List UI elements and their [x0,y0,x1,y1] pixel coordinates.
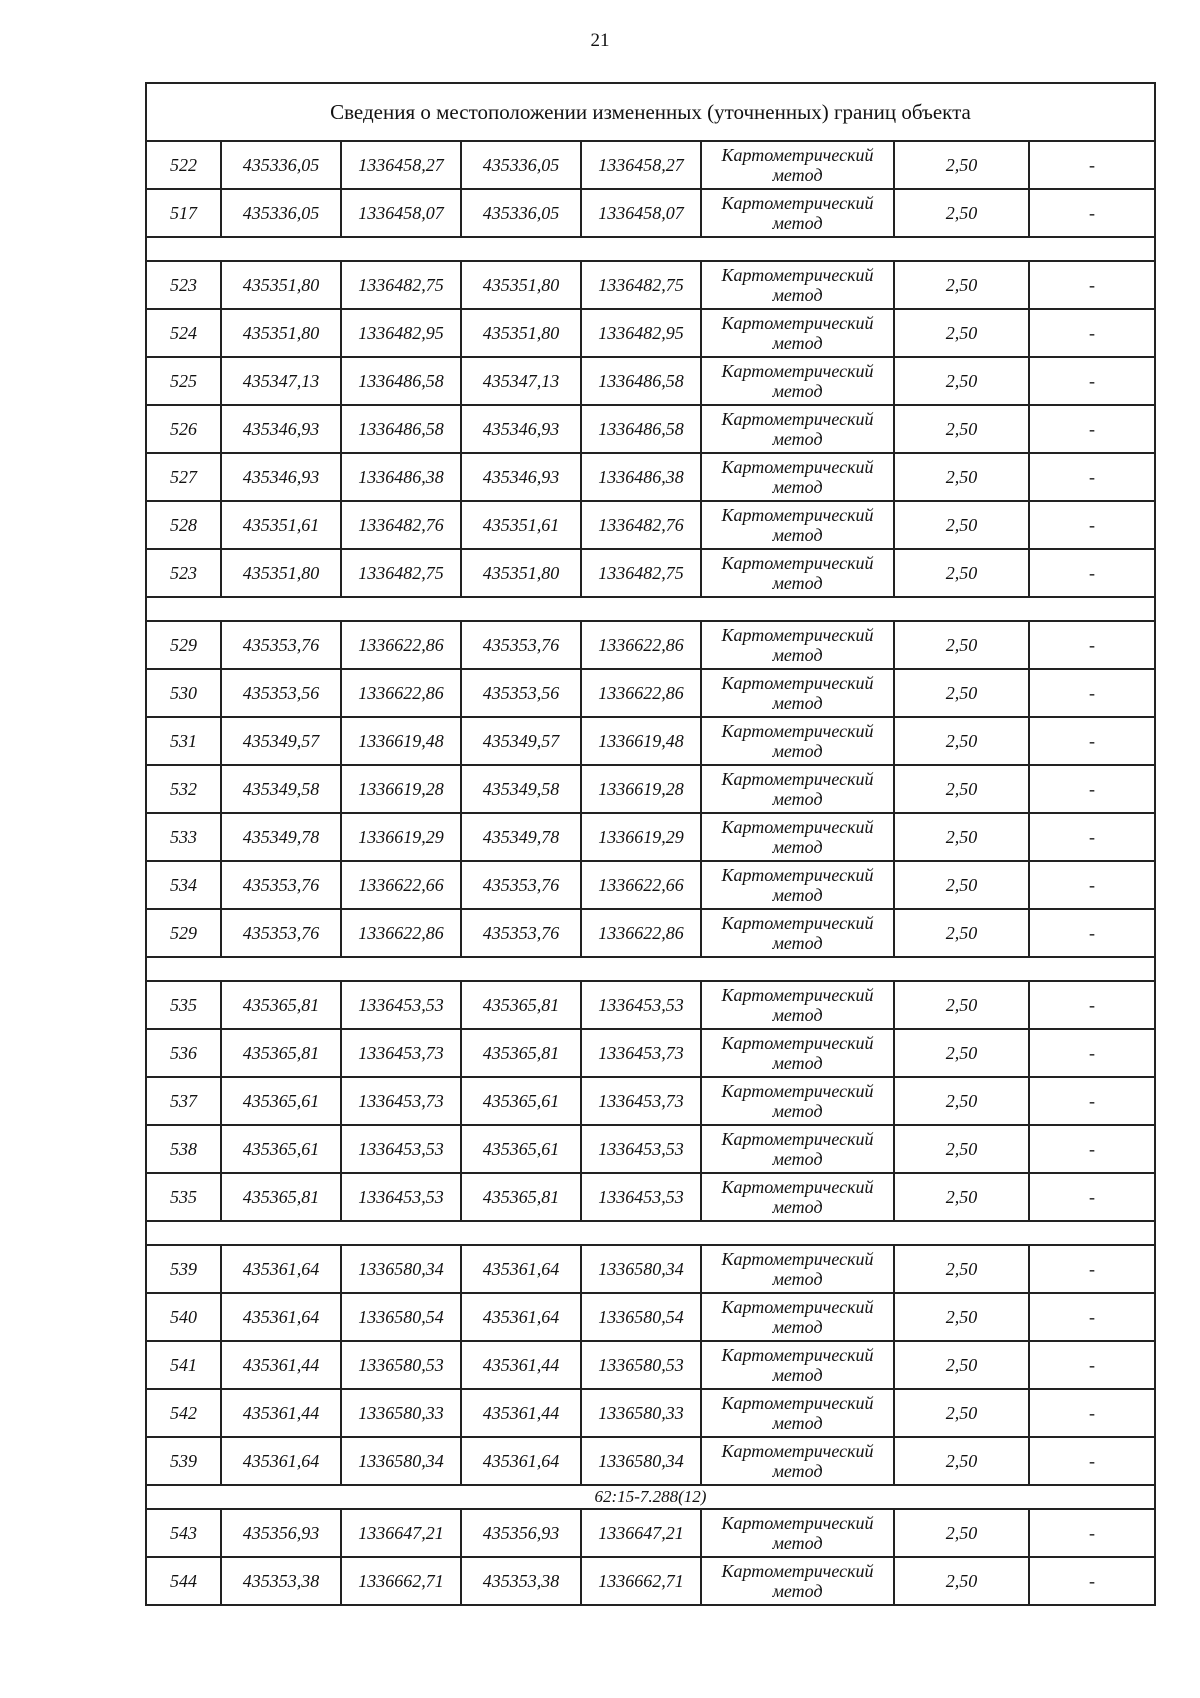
cell-x-refined: 435361,64 [461,1245,581,1293]
cell-point-number: 544 [146,1557,221,1605]
cell-y-existing: 1336453,53 [341,1173,461,1221]
cell-accuracy: 2,50 [894,1437,1029,1485]
cell-accuracy: 2,50 [894,261,1029,309]
cell-x-refined: 435361,64 [461,1437,581,1485]
cell-method: Картометрический метод [701,1245,894,1293]
cell-note: - [1029,717,1155,765]
cell-point-number: 541 [146,1341,221,1389]
cell-accuracy: 2,50 [894,189,1029,237]
cell-method: Картометрический метод [701,1293,894,1341]
cell-x-existing: 435353,76 [221,909,341,957]
table-row [146,141,1155,189]
table-row [146,357,1155,405]
cell-point-number: 535 [146,1173,221,1221]
cell-x-refined: 435351,80 [461,549,581,597]
cell-x-refined: 435365,61 [461,1125,581,1173]
cell-x-refined: 435353,38 [461,1557,581,1605]
cell-point-number: 539 [146,1245,221,1293]
cell-accuracy: 2,50 [894,453,1029,501]
cell-y-refined: 1336482,75 [581,261,701,309]
cell-x-existing: 435349,57 [221,717,341,765]
cell-x-existing: 435351,80 [221,261,341,309]
cell-accuracy: 2,50 [894,1173,1029,1221]
cell-y-refined: 1336619,28 [581,765,701,813]
table-row [146,549,1155,597]
cell-accuracy: 2,50 [894,717,1029,765]
table-row [146,453,1155,501]
cell-x-refined: 435336,05 [461,189,581,237]
table-row [146,1389,1155,1437]
cell-y-refined: 1336458,27 [581,141,701,189]
cell-x-existing: 435349,58 [221,765,341,813]
cell-point-number: 539 [146,1437,221,1485]
table-row [146,669,1155,717]
cell-y-refined: 1336647,21 [581,1509,701,1557]
cell-y-existing: 1336647,21 [341,1509,461,1557]
cell-y-existing: 1336453,73 [341,1029,461,1077]
cell-accuracy: 2,50 [894,549,1029,597]
cell-note: - [1029,1437,1155,1485]
table-row [146,717,1155,765]
table-row [146,1341,1155,1389]
cell-method: Картометрический метод [701,549,894,597]
cell-x-existing: 435353,76 [221,621,341,669]
cell-note: - [1029,1341,1155,1389]
cell-x-refined: 435349,58 [461,765,581,813]
cell-point-number: 527 [146,453,221,501]
cell-y-refined: 1336580,34 [581,1437,701,1485]
cell-y-refined: 1336619,29 [581,813,701,861]
cell-accuracy: 2,50 [894,1245,1029,1293]
cell-x-refined: 435346,93 [461,405,581,453]
cell-y-refined: 1336622,86 [581,669,701,717]
cell-note: - [1029,1029,1155,1077]
cell-y-existing: 1336482,75 [341,261,461,309]
cell-y-existing: 1336662,71 [341,1557,461,1605]
cell-accuracy: 2,50 [894,1125,1029,1173]
cell-x-existing: 435365,81 [221,1029,341,1077]
cell-accuracy: 2,50 [894,813,1029,861]
cell-point-number: 523 [146,549,221,597]
table-row [146,1557,1155,1605]
cell-y-existing: 1336580,34 [341,1437,461,1485]
cell-y-refined: 1336580,54 [581,1293,701,1341]
cell-note: - [1029,669,1155,717]
cell-note: - [1029,1125,1155,1173]
cell-x-existing: 435361,44 [221,1389,341,1437]
cell-method: Картометрический метод [701,1125,894,1173]
cell-method: Картометрический метод [701,981,894,1029]
cell-y-refined: 1336482,95 [581,309,701,357]
table-row [146,309,1155,357]
cell-note: - [1029,1557,1155,1605]
cell-note: - [1029,1077,1155,1125]
cell-y-refined: 1336580,34 [581,1245,701,1293]
cell-y-refined: 1336580,33 [581,1389,701,1437]
cell-note: - [1029,189,1155,237]
cell-note: - [1029,141,1155,189]
table-row [146,501,1155,549]
cell-x-existing: 435351,61 [221,501,341,549]
cell-y-refined: 1336622,86 [581,621,701,669]
cell-note: - [1029,621,1155,669]
cell-accuracy: 2,50 [894,981,1029,1029]
cell-accuracy: 2,50 [894,1077,1029,1125]
cell-method: Картометрический метод [701,909,894,957]
cell-accuracy: 2,50 [894,861,1029,909]
section-separator [146,597,1155,621]
cell-y-refined: 1336453,53 [581,1173,701,1221]
cell-x-refined: 435365,61 [461,1077,581,1125]
cell-x-refined: 435365,81 [461,981,581,1029]
cell-method: Картометрический метод [701,1557,894,1605]
cell-x-existing: 435336,05 [221,141,341,189]
cell-method: Картометрический метод [701,669,894,717]
cell-x-refined: 435349,78 [461,813,581,861]
cell-y-refined: 1336486,58 [581,357,701,405]
cell-y-refined: 1336486,58 [581,405,701,453]
cell-x-refined: 435351,80 [461,261,581,309]
cell-x-existing: 435349,78 [221,813,341,861]
section-separator-row [146,237,1155,261]
cell-method: Картометрический метод [701,813,894,861]
cell-x-refined: 435356,93 [461,1509,581,1557]
section-subheader-row [146,1485,1155,1509]
cell-x-refined: 435365,81 [461,1029,581,1077]
table-row [146,981,1155,1029]
cell-y-refined: 1336458,07 [581,189,701,237]
cell-point-number: 524 [146,309,221,357]
cell-note: - [1029,813,1155,861]
cell-y-existing: 1336619,48 [341,717,461,765]
cell-point-number: 542 [146,1389,221,1437]
cell-y-existing: 1336482,75 [341,549,461,597]
cell-x-refined: 435365,81 [461,1173,581,1221]
cell-y-existing: 1336486,38 [341,453,461,501]
cell-x-refined: 435353,76 [461,621,581,669]
cell-y-existing: 1336453,53 [341,1125,461,1173]
cell-x-existing: 435347,13 [221,357,341,405]
cell-x-existing: 435365,61 [221,1077,341,1125]
table-row [146,861,1155,909]
cell-method: Картометрический метод [701,1077,894,1125]
cell-point-number: 528 [146,501,221,549]
boundary-coordinates-table [145,82,1156,1606]
cell-note: - [1029,309,1155,357]
cell-y-existing: 1336486,58 [341,405,461,453]
cell-point-number: 525 [146,357,221,405]
cell-accuracy: 2,50 [894,765,1029,813]
cell-accuracy: 2,50 [894,1509,1029,1557]
cell-x-existing: 435346,93 [221,453,341,501]
cell-y-existing: 1336619,29 [341,813,461,861]
cell-note: - [1029,1509,1155,1557]
page-number: 21 [590,30,610,51]
cell-y-refined: 1336453,53 [581,981,701,1029]
table-row [146,1293,1155,1341]
cell-note: - [1029,1293,1155,1341]
cell-x-existing: 435356,93 [221,1509,341,1557]
cell-point-number: 534 [146,861,221,909]
table-row [146,405,1155,453]
cell-y-refined: 1336453,53 [581,1125,701,1173]
cell-y-refined: 1336662,71 [581,1557,701,1605]
cell-accuracy: 2,50 [894,621,1029,669]
cell-accuracy: 2,50 [894,357,1029,405]
cell-point-number: 532 [146,765,221,813]
cell-method: Картометрический метод [701,1437,894,1485]
cell-note: - [1029,981,1155,1029]
cell-x-existing: 435336,05 [221,189,341,237]
cell-point-number: 535 [146,981,221,1029]
cell-x-refined: 435361,44 [461,1389,581,1437]
table-row [146,1245,1155,1293]
cell-x-existing: 435353,56 [221,669,341,717]
cell-point-number: 529 [146,909,221,957]
cell-method: Картометрический метод [701,717,894,765]
cell-accuracy: 2,50 [894,1341,1029,1389]
cell-point-number: 533 [146,813,221,861]
cell-note: - [1029,501,1155,549]
cell-point-number: 529 [146,621,221,669]
cell-x-refined: 435353,76 [461,909,581,957]
cell-method: Картометрический метод [701,1029,894,1077]
cell-y-existing: 1336622,86 [341,621,461,669]
table-row [146,1029,1155,1077]
cell-y-existing: 1336622,86 [341,909,461,957]
cell-point-number: 530 [146,669,221,717]
cell-x-refined: 435353,56 [461,669,581,717]
cell-method: Картометрический метод [701,1509,894,1557]
table-row [146,1125,1155,1173]
cell-x-existing: 435365,61 [221,1125,341,1173]
cell-y-existing: 1336580,53 [341,1341,461,1389]
cell-method: Картометрический метод [701,765,894,813]
cell-accuracy: 2,50 [894,669,1029,717]
cell-method: Картометрический метод [701,261,894,309]
table-caption: Сведения о местоположении измененных (уточненных) границ объекта [146,83,1155,141]
cell-method: Картометрический метод [701,1341,894,1389]
cell-method: Картометрический метод [701,357,894,405]
cell-y-existing: 1336580,34 [341,1245,461,1293]
cell-accuracy: 2,50 [894,309,1029,357]
cell-x-existing: 435361,44 [221,1341,341,1389]
section-separator-row [146,957,1155,981]
cell-y-refined: 1336482,75 [581,549,701,597]
cell-point-number: 536 [146,1029,221,1077]
section-separator [146,237,1155,261]
cell-x-refined: 435361,64 [461,1293,581,1341]
table-row [146,1077,1155,1125]
cell-point-number: 543 [146,1509,221,1557]
cell-x-existing: 435346,93 [221,405,341,453]
cell-accuracy: 2,50 [894,501,1029,549]
cell-y-existing: 1336622,86 [341,669,461,717]
cell-note: - [1029,1245,1155,1293]
cell-note: - [1029,765,1155,813]
table-caption-row [146,83,1155,141]
cell-method: Картометрический метод [701,309,894,357]
cell-point-number: 540 [146,1293,221,1341]
cell-point-number: 522 [146,141,221,189]
cell-x-refined: 435336,05 [461,141,581,189]
cell-x-existing: 435353,76 [221,861,341,909]
cell-note: - [1029,357,1155,405]
cell-x-existing: 435361,64 [221,1437,341,1485]
cell-x-existing: 435353,38 [221,1557,341,1605]
table-row [146,765,1155,813]
cell-x-refined: 435353,76 [461,861,581,909]
section-separator-row [146,1221,1155,1245]
cell-x-existing: 435365,81 [221,981,341,1029]
cell-x-existing: 435365,81 [221,1173,341,1221]
cell-point-number: 517 [146,189,221,237]
cell-method: Картометрический метод [701,621,894,669]
cell-point-number: 526 [146,405,221,453]
cell-note: - [1029,405,1155,453]
section-separator [146,957,1155,981]
cell-y-existing: 1336482,95 [341,309,461,357]
cell-y-existing: 1336453,73 [341,1077,461,1125]
cell-x-existing: 435351,80 [221,309,341,357]
cell-point-number: 523 [146,261,221,309]
cell-accuracy: 2,50 [894,909,1029,957]
cell-accuracy: 2,50 [894,1293,1029,1341]
cell-point-number: 537 [146,1077,221,1125]
cell-note: - [1029,453,1155,501]
cell-method: Картометрический метод [701,189,894,237]
cell-point-number: 538 [146,1125,221,1173]
cell-method: Картометрический метод [701,405,894,453]
cell-y-existing: 1336482,76 [341,501,461,549]
cell-y-refined: 1336619,48 [581,717,701,765]
cell-x-existing: 435361,64 [221,1293,341,1341]
cell-x-refined: 435346,93 [461,453,581,501]
cell-x-refined: 435361,44 [461,1341,581,1389]
cell-y-refined: 1336453,73 [581,1029,701,1077]
cell-note: - [1029,549,1155,597]
table-row [146,261,1155,309]
cell-note: - [1029,909,1155,957]
cell-note: - [1029,1173,1155,1221]
cell-x-refined: 435351,80 [461,309,581,357]
cell-y-refined: 1336486,38 [581,453,701,501]
cell-y-existing: 1336622,66 [341,861,461,909]
cell-method: Картометрический метод [701,1389,894,1437]
cell-y-existing: 1336580,54 [341,1293,461,1341]
cell-x-existing: 435361,64 [221,1245,341,1293]
cell-y-refined: 1336622,86 [581,909,701,957]
cell-y-existing: 1336458,27 [341,141,461,189]
table-row [146,1437,1155,1485]
cell-note: - [1029,861,1155,909]
table-row [146,1509,1155,1557]
section-separator-row [146,597,1155,621]
cell-y-existing: 1336619,28 [341,765,461,813]
cell-accuracy: 2,50 [894,141,1029,189]
table-row [146,621,1155,669]
cell-point-number: 531 [146,717,221,765]
section-subheader: 62:15-7.288(12) [146,1485,1155,1509]
cell-x-existing: 435351,80 [221,549,341,597]
cell-method: Картометрический метод [701,501,894,549]
table-row [146,813,1155,861]
table-row [146,909,1155,957]
cell-note: - [1029,261,1155,309]
cell-y-refined: 1336453,73 [581,1077,701,1125]
cell-method: Картометрический метод [701,453,894,501]
section-separator [146,1221,1155,1245]
cell-accuracy: 2,50 [894,1029,1029,1077]
cell-y-existing: 1336486,58 [341,357,461,405]
cell-accuracy: 2,50 [894,1389,1029,1437]
cell-y-refined: 1336622,66 [581,861,701,909]
cell-x-refined: 435351,61 [461,501,581,549]
cell-y-refined: 1336482,76 [581,501,701,549]
cell-x-refined: 435347,13 [461,357,581,405]
table-row [146,1173,1155,1221]
cell-y-existing: 1336458,07 [341,189,461,237]
cell-note: - [1029,1389,1155,1437]
cell-x-refined: 435349,57 [461,717,581,765]
cell-y-existing: 1336453,53 [341,981,461,1029]
table-row [146,189,1155,237]
cell-y-refined: 1336580,53 [581,1341,701,1389]
cell-method: Картометрический метод [701,1173,894,1221]
cell-accuracy: 2,50 [894,405,1029,453]
cell-y-existing: 1336580,33 [341,1389,461,1437]
cell-method: Картометрический метод [701,141,894,189]
cell-method: Картометрический метод [701,861,894,909]
cell-accuracy: 2,50 [894,1557,1029,1605]
